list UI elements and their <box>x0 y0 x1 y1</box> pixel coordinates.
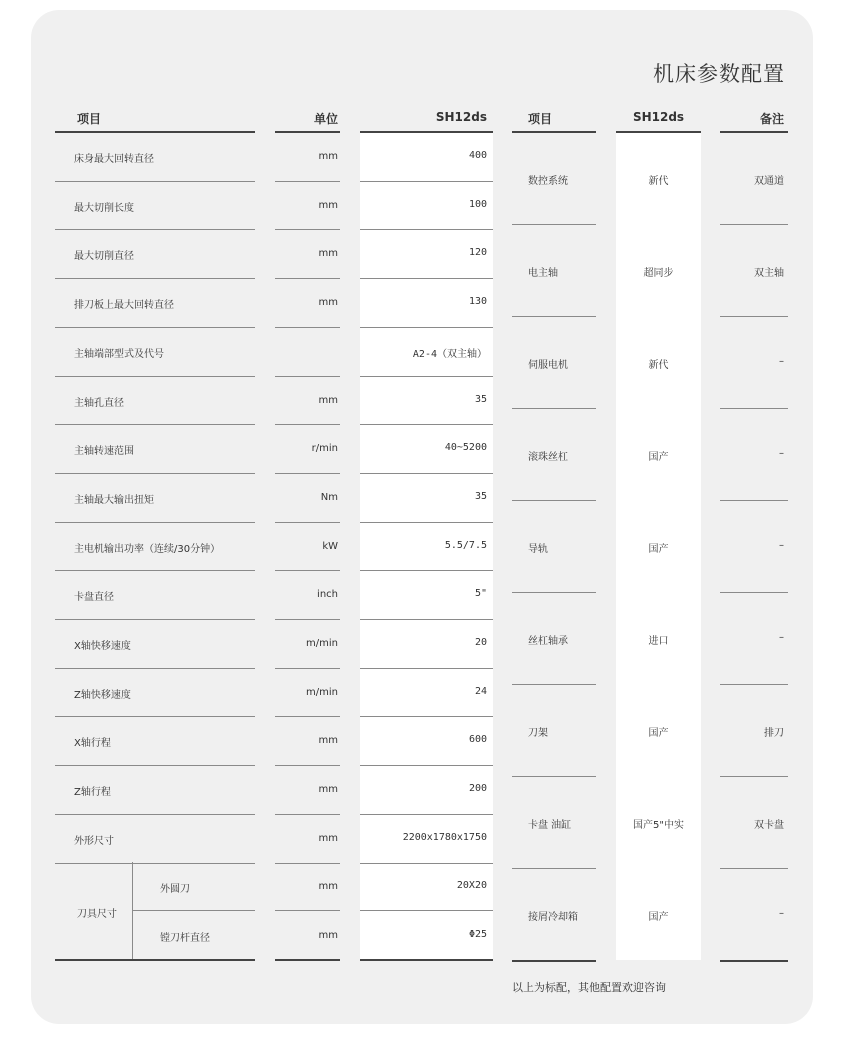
left-row-value: 5" <box>474 588 487 600</box>
right-note-header-rule <box>720 131 788 133</box>
left-row-value: 130 <box>468 296 487 308</box>
left-row-rule <box>360 376 493 377</box>
left-row-rule <box>55 668 255 669</box>
left-row-rule <box>360 765 493 766</box>
right-row-value: 进口 <box>648 636 669 647</box>
left-row-rule <box>55 376 255 377</box>
left-row-rule <box>360 229 493 230</box>
right-row-note: 排刀 <box>764 728 784 739</box>
right-row-rule <box>720 960 788 962</box>
left-unit-header-rule <box>275 131 340 133</box>
left-row-unit: mm <box>318 248 338 260</box>
left-row-unit: mm <box>318 394 338 406</box>
left-row-rule <box>55 229 255 230</box>
left-row-value: 400 <box>468 150 487 161</box>
right-row-rule <box>512 960 596 962</box>
left-row-rule <box>55 570 255 571</box>
left-row-item: 主轴孔直径 <box>74 397 124 409</box>
left-row-rule <box>275 814 340 815</box>
right-row-rule <box>512 224 596 225</box>
left-row-rule <box>275 570 340 571</box>
left-row-rule <box>275 765 340 766</box>
left-row-rule <box>55 181 255 182</box>
right-row-item: 丝杠轴承 <box>528 636 568 647</box>
right-row-rule <box>720 592 788 593</box>
right-row-rule <box>512 500 596 501</box>
left-bottom-rule <box>360 959 493 961</box>
left-row-rule <box>275 327 340 328</box>
tool-size-label: 刀具尺寸 <box>77 909 117 920</box>
left-header-model: SH12ds <box>435 110 487 124</box>
left-row-value: 5.5/7.5 <box>444 539 487 551</box>
left-row-item: 排刀板上最大回转直径 <box>74 300 174 312</box>
right-header-model: SH12ds <box>632 110 685 124</box>
left-header-unit: 单位 <box>313 112 338 126</box>
left-row-item: Z轴行程 <box>74 787 111 799</box>
right-row-value: 国产 <box>648 452 669 463</box>
right-row-rule <box>720 316 788 317</box>
left-row-unit: inch <box>317 589 338 601</box>
right-row-rule <box>720 868 788 869</box>
right-row-value: 国产 <box>648 728 669 739</box>
right-header-note: 备注 <box>759 112 784 126</box>
left-row-item: 卡盘直径 <box>74 592 114 604</box>
left-row-unit: mm <box>318 199 338 211</box>
tool-subrow-value: 20X20 <box>456 880 487 891</box>
left-row-rule <box>275 716 340 717</box>
right-row-value: 新代 <box>648 360 669 371</box>
left-bottom-rule <box>55 959 255 961</box>
left-row-rule <box>275 376 340 377</box>
right-row-rule <box>720 776 788 777</box>
right-item-header-rule <box>512 131 596 133</box>
left-row-rule <box>275 278 340 279</box>
right-row-item: 伺服电机 <box>528 360 568 371</box>
left-row-rule <box>360 522 493 523</box>
left-row-rule <box>360 327 493 328</box>
tool-subrow-rule <box>360 910 493 911</box>
tool-subrow-item: 外圆刀 <box>160 884 190 895</box>
right-row-rule <box>512 868 596 869</box>
left-row-value: 24 <box>474 685 487 697</box>
left-row-value: 35 <box>474 393 487 405</box>
left-row-item: 最大切削长度 <box>74 202 134 214</box>
left-row-item: 外形尺寸 <box>74 835 114 847</box>
tool-subrow-rule <box>275 910 340 911</box>
left-row-unit: Nm <box>320 491 338 503</box>
left-row-item: 主电机输出功率（连续/30分钟） <box>74 543 221 555</box>
left-row-rule <box>55 327 255 328</box>
left-row-value: 20 <box>474 637 487 648</box>
left-row-value: 35 <box>474 490 487 502</box>
left-row-rule <box>55 863 255 864</box>
left-row-rule <box>360 424 493 425</box>
left-row-unit: r/min <box>311 443 338 455</box>
right-row-note: – <box>779 448 784 459</box>
left-row-rule <box>275 619 340 620</box>
right-row-note: 双卡盘 <box>754 820 784 831</box>
right-row-item: 刀架 <box>528 728 548 739</box>
left-row-rule <box>275 424 340 425</box>
left-row-item: 床身最大回转直径 <box>74 154 154 165</box>
left-row-rule <box>360 668 493 669</box>
left-row-rule <box>275 522 340 523</box>
right-row-note: – <box>779 908 784 919</box>
right-row-rule <box>720 408 788 409</box>
right-row-note: – <box>779 540 784 551</box>
left-row-item: Z轴快移速度 <box>74 689 131 701</box>
left-row-rule <box>275 229 340 230</box>
right-row-rule <box>512 316 596 317</box>
left-row-value: 120 <box>468 247 487 259</box>
left-row-rule <box>360 278 493 279</box>
left-row-unit: m/min <box>306 686 338 698</box>
left-row-unit: mm <box>318 832 338 844</box>
right-row-value: 超同步 <box>643 268 674 279</box>
right-row-value: 国产 <box>648 544 669 555</box>
left-header-rule <box>55 131 255 133</box>
tool-subrow-unit: mm <box>318 930 338 941</box>
right-row-item: 卡盘 油缸 <box>528 820 572 831</box>
left-row-item: X轴快移速度 <box>74 641 131 652</box>
left-row-rule <box>360 863 493 864</box>
right-row-item: 电主轴 <box>528 268 558 279</box>
right-row-note: – <box>779 632 784 643</box>
right-row-item: 滚珠丝杠 <box>528 452 568 463</box>
left-row-rule <box>360 181 493 182</box>
left-row-rule <box>55 814 255 815</box>
page-title: 机床参数配置 <box>653 62 785 86</box>
tool-subrow-unit: mm <box>318 881 338 892</box>
right-row-rule <box>512 684 596 685</box>
left-header-item: 项目 <box>77 112 102 126</box>
left-row-item: 最大切削直径 <box>74 251 134 263</box>
left-row-item: X轴行程 <box>74 738 111 750</box>
right-row-note: – <box>779 356 784 367</box>
tool-size-divider <box>132 862 133 960</box>
right-header-item: 项目 <box>528 112 553 126</box>
left-row-rule <box>55 716 255 717</box>
left-row-rule <box>55 619 255 620</box>
left-bottom-rule <box>275 959 340 961</box>
right-model-header-rule <box>616 131 701 133</box>
left-model-header-rule <box>360 131 493 133</box>
right-row-rule <box>512 592 596 593</box>
left-row-rule <box>360 570 493 571</box>
tool-subrow-rule <box>132 910 255 911</box>
left-row-rule <box>275 863 340 864</box>
right-row-note: 双主轴 <box>754 268 784 279</box>
left-row-rule <box>55 473 255 474</box>
left-row-value: 200 <box>468 783 487 795</box>
left-row-item: 主轴转速范围 <box>74 446 134 458</box>
left-row-rule <box>360 473 493 474</box>
left-row-unit: kW <box>322 540 338 552</box>
left-row-item: 主轴最大输出扭矩 <box>74 494 154 506</box>
right-row-item: 接屑冷却箱 <box>528 912 578 923</box>
right-row-item: 导轨 <box>528 544 548 555</box>
left-row-rule <box>55 522 255 523</box>
left-row-unit: mm <box>318 297 338 309</box>
tool-subrow-item: 镗刀杆直径 <box>160 933 210 944</box>
left-row-value: 100 <box>468 198 487 210</box>
tool-subrow-value: Φ25 <box>468 929 487 940</box>
right-row-item: 数控系统 <box>528 176 568 187</box>
left-row-value: A2-4（双主轴） <box>412 348 487 360</box>
right-row-rule <box>720 500 788 501</box>
right-row-value: 新代 <box>648 176 669 187</box>
left-row-unit: mm <box>318 735 338 747</box>
left-row-unit: m/min <box>306 638 338 649</box>
left-row-rule <box>360 814 493 815</box>
right-row-rule <box>512 776 596 777</box>
left-row-value: 40~5200 <box>444 442 487 454</box>
left-row-item: 主轴端部型式及代号 <box>74 348 164 360</box>
left-row-rule <box>55 765 255 766</box>
right-row-rule <box>720 684 788 685</box>
right-row-rule <box>512 408 596 409</box>
left-row-rule <box>55 278 255 279</box>
left-row-value: 600 <box>468 734 487 746</box>
left-row-unit: mm <box>318 151 338 162</box>
left-row-unit: mm <box>318 784 338 796</box>
left-row-rule <box>275 668 340 669</box>
left-row-rule <box>275 473 340 474</box>
left-row-rule <box>360 716 493 717</box>
left-row-rule <box>55 424 255 425</box>
left-row-rule <box>275 181 340 182</box>
right-row-note: 双通道 <box>754 176 784 187</box>
footer-note: 以上为标配，其他配置欢迎咨询 <box>512 981 666 994</box>
right-row-value: 国产5"中实 <box>633 820 684 831</box>
left-row-rule <box>360 619 493 620</box>
right-row-rule <box>720 224 788 225</box>
right-row-value: 国产 <box>648 912 669 923</box>
left-row-value: 2200x1780x1750 <box>402 831 487 843</box>
